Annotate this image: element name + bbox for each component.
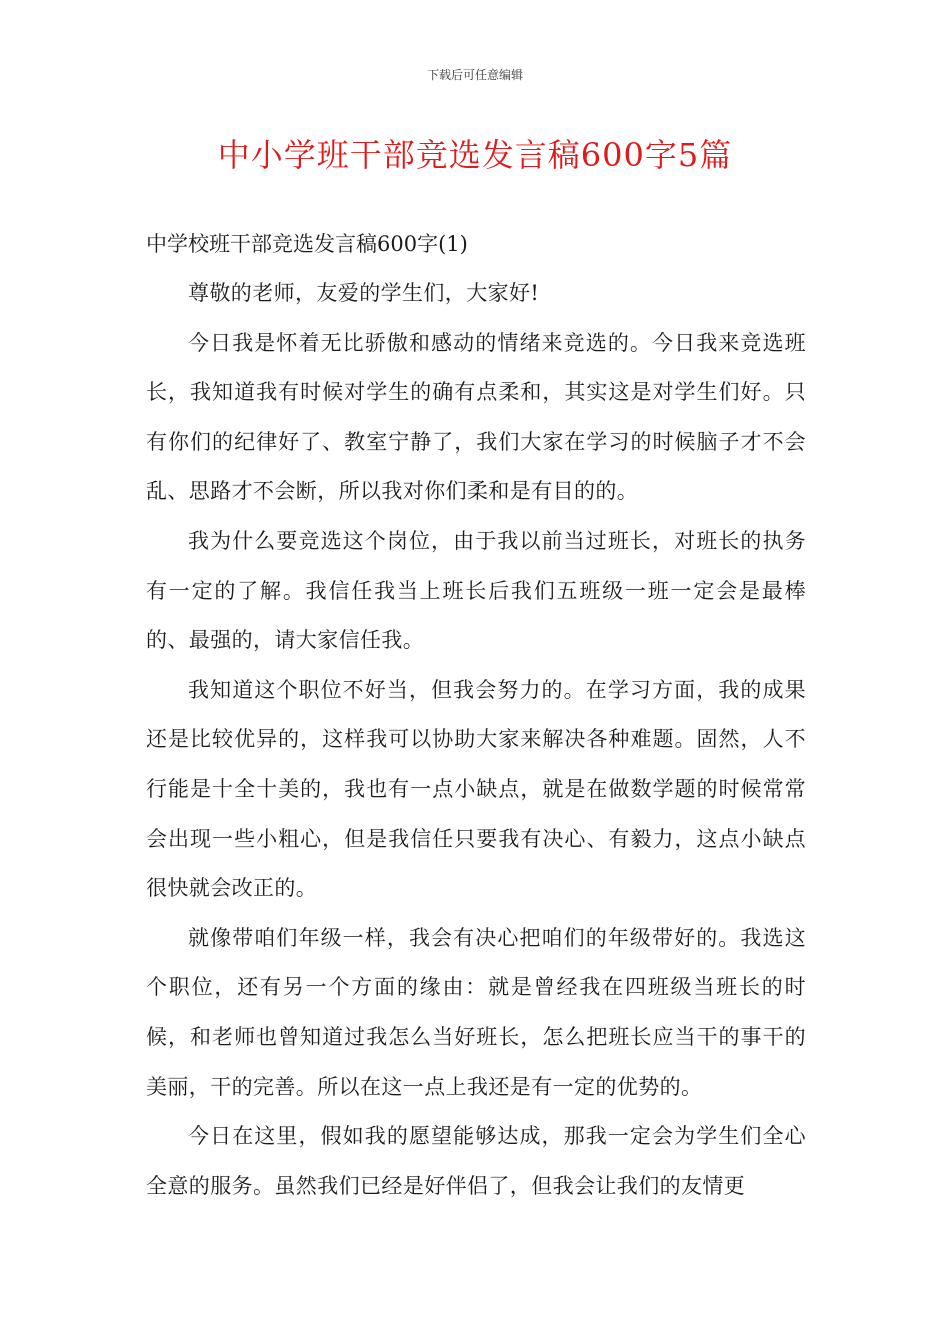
document-title: 中小学班干部竞选发言稿600字5篇 <box>217 136 733 174</box>
paragraph: 我为什么要竞选这个岗位，由于我以前当过班长，对班长的执务有一定的了解。我信任我当上班长后我们五班级一班一定会是最棒的、最强的，请大家信任我。 <box>146 528 806 653</box>
paragraph-greeting: 尊敬的老师，友爱的学生们，大家好! <box>188 281 540 305</box>
paragraph: 我知道这个职位不好当，但我会努力的。在学习方面，我的成果还是比较优异的，这样我可以协助大家来解决各种难题。固然，人不行能是十全十美的，我也有一点小缺点，就是在做数学题的时候常常会出现一些小粗心，但是我信任只要我有决心、有毅力，这点小缺点很快就会改正的。 <box>146 677 806 901</box>
document-body <box>146 219 806 1211</box>
paragraph: 今日在这里，假如我的愿望能够达成，那我一定会为学生们全心全意的服务。虽然我们已经是好伴侣了，但我会让我们的友情更 <box>146 1124 806 1198</box>
page-header-note: 下载后可任意编辑 <box>426 68 523 82</box>
paragraph: 就像带咱们年级一样，我会有决心把咱们的年级带好的。我选这个职位，还有另一个方面的缘由：就是曾经我在四班级当班长的时候，和老师也曾知道过我怎么当好班长，怎么把班长应当干的事干的美丽，干的完善。所以在这一点上我还是有一定的优势的。 <box>146 925 806 1099</box>
section-heading: 中学校班干部竞选发言稿600字(1) <box>146 232 468 256</box>
paragraph: 今日我是怀着无比骄傲和感动的情绪来竞选的。今日我来竞选班长，我知道我有时候对学生的确有点柔和，其实这是对学生们好。只有你们的纪律好了、教室宁静了，我们大家在学习的时候脑子才不会乱、思路才不会断，所以我对你们柔和是有目的的。 <box>146 330 806 504</box>
